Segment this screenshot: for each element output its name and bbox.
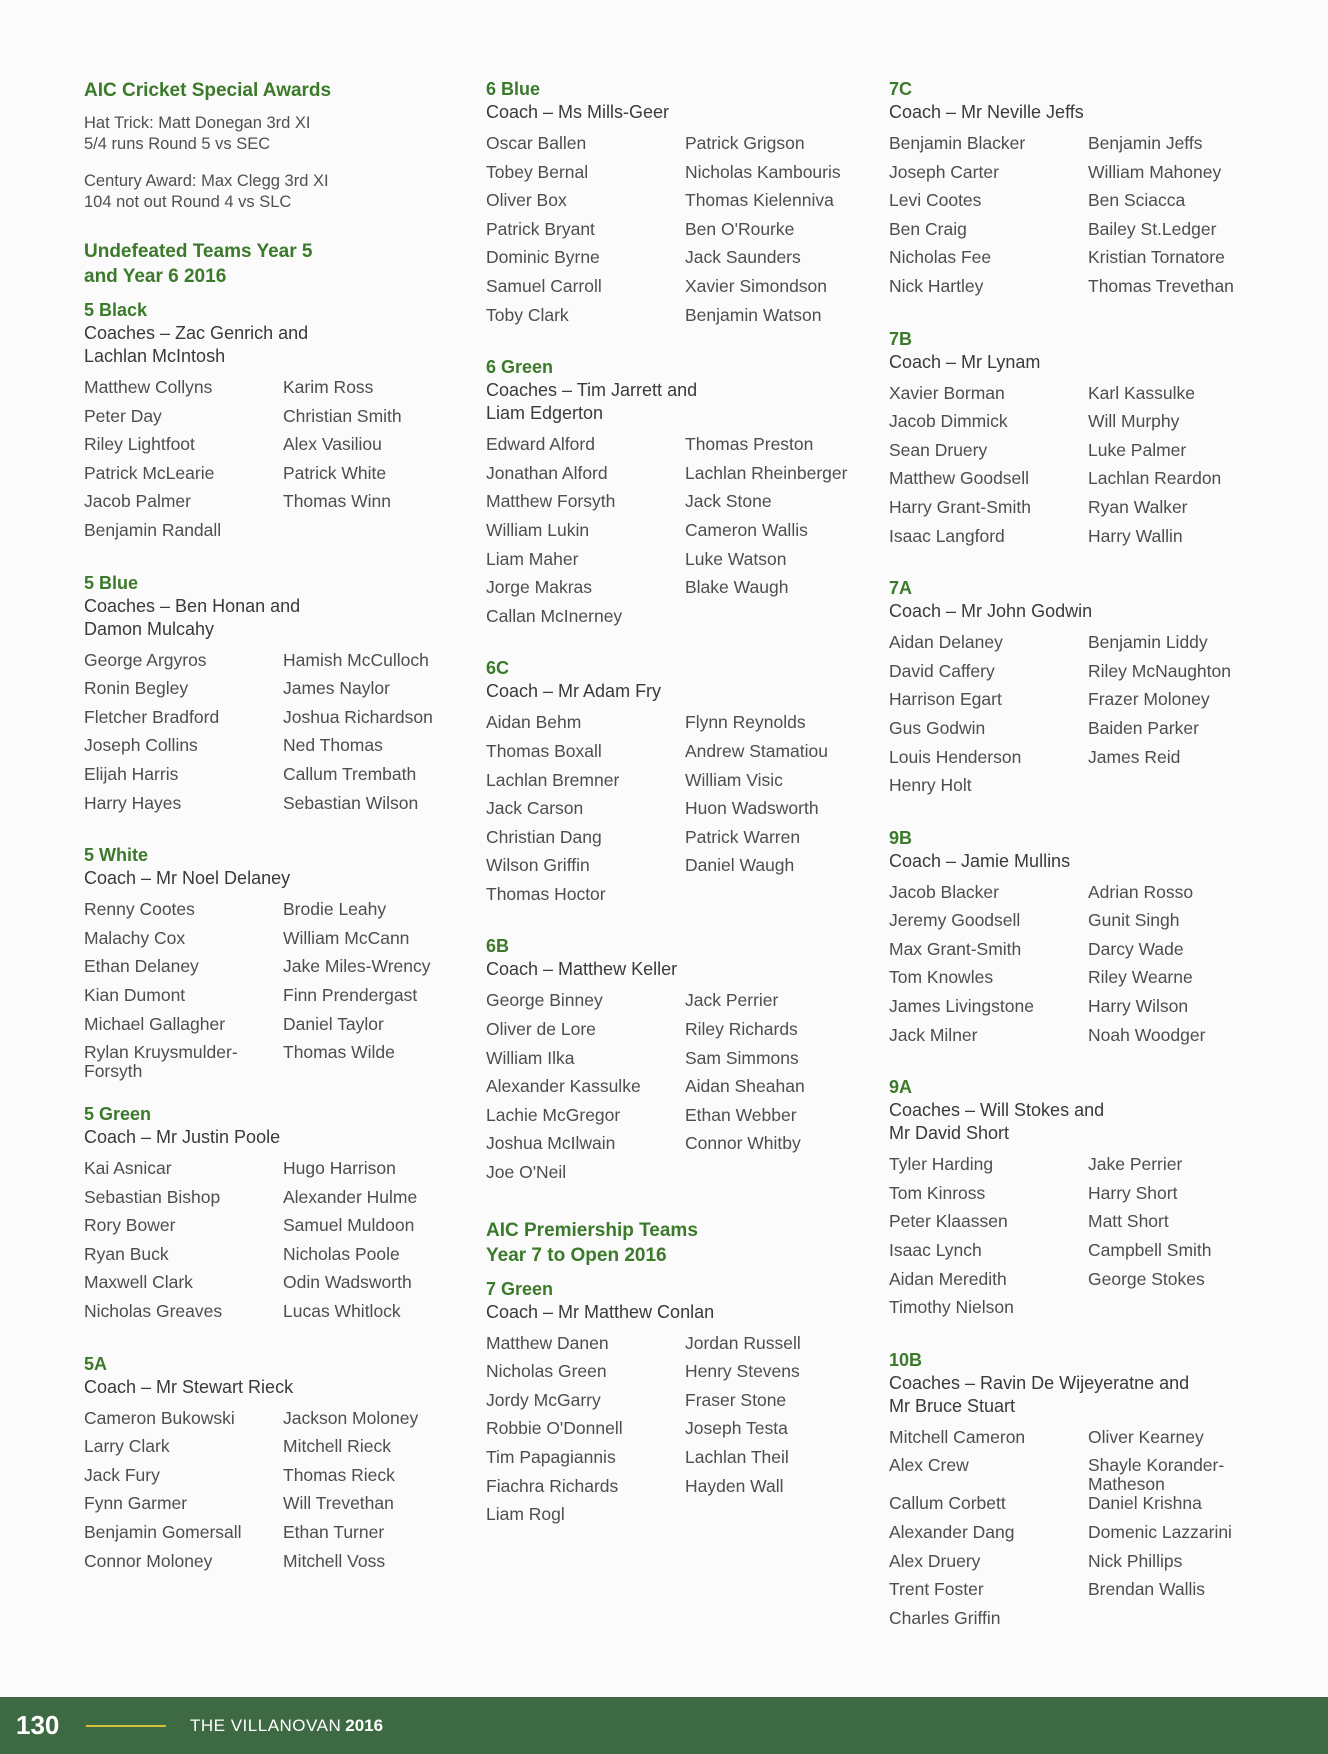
player-name: Riley Lightfoot	[84, 434, 195, 455]
player-name: Sebastian Bishop	[84, 1186, 221, 1207]
player-name: Cameron Wallis	[685, 519, 808, 540]
player-name: Nicholas Poole	[283, 1243, 400, 1264]
player-name: Peter Day	[84, 405, 162, 426]
player-name: Oliver Kearney	[1088, 1426, 1204, 1447]
player-name: Callum Trembath	[283, 763, 417, 784]
player-name: Jacob Dimmick	[889, 411, 1008, 432]
player-name: Joshua Richardson	[283, 706, 433, 727]
player-name: Trent Foster	[889, 1579, 984, 1600]
player-name: Jake Perrier	[1088, 1154, 1183, 1175]
player-name: Jack Perrier	[685, 990, 779, 1011]
player-name: Karl Kassulke	[1088, 382, 1195, 403]
player-name: William Lukin	[486, 519, 590, 540]
player-name: Oliver Box	[486, 190, 567, 211]
player-name: Jake Miles-Wrency	[283, 956, 431, 977]
player-name: Max Grant-Smith	[889, 938, 1022, 959]
player-name: Harry Wallin	[1088, 525, 1183, 546]
player-name: Aidan Sheahan	[685, 1076, 805, 1097]
player-name: Maxwell Clark	[84, 1272, 193, 1293]
player-name: Riley Wearne	[1088, 967, 1193, 988]
section	[889, 78, 1289, 1637]
player-name: Joshua McIlwain	[486, 1133, 616, 1154]
player-name: Thomas Trevethan	[1088, 275, 1234, 296]
player-name: Darcy Wade	[1088, 938, 1184, 959]
player-name: Timothy Nielson	[889, 1297, 1014, 1318]
team-block	[84, 844, 484, 1081]
player-name: Samuel Muldoon	[283, 1215, 415, 1236]
player-name: Jack Saunders	[685, 247, 801, 268]
team-name: 5 White	[84, 845, 149, 866]
player-name: Nicholas Kambouris	[685, 161, 841, 182]
player-name: Aidan Delaney	[889, 632, 1003, 653]
player-name: Matthew Collyns	[84, 377, 213, 397]
player-name: Sam Simmons	[685, 1047, 799, 1068]
player-name: Joe O'Neil	[486, 1162, 567, 1183]
player-name: Lachlan Rheinberger	[685, 462, 848, 483]
player-name: James Reid	[1088, 746, 1181, 767]
team-coach: Coach – Jamie Mullins	[889, 850, 1071, 871]
team-name: 5 Green	[84, 1104, 152, 1125]
team-coach: Coach – Mr Lynam	[889, 351, 1041, 372]
team-name: 10B	[889, 1349, 923, 1370]
player-name: Benjamin Jeffs	[1088, 133, 1203, 153]
team-coach: Coach – Matthew Keller	[486, 959, 678, 980]
player-name: Nicholas Fee	[889, 247, 992, 268]
player-name: Thomas Winn	[283, 491, 391, 512]
player-name: Ryan Walker	[1088, 496, 1188, 517]
player-name: Ronin Begley	[84, 678, 189, 699]
player-name: Christian Dang	[486, 826, 602, 847]
player-name: Joseph Carter	[889, 161, 999, 182]
team-coach: Coach – Mr Matthew Conlan	[486, 1301, 715, 1322]
team-block	[84, 1103, 484, 1331]
player-name: David Caffery	[889, 660, 995, 681]
team-block	[486, 935, 886, 1191]
player-name: Isaac Langford	[889, 525, 1005, 546]
player-name: Dominic Byrne	[486, 247, 600, 268]
award-line: 104 not out Round 4 vs SLC	[84, 193, 292, 211]
player-name: William Ilka	[486, 1047, 575, 1068]
player-name: Mitchell Voss	[283, 1550, 386, 1571]
player-list	[889, 883, 1289, 1055]
team-name: 7A	[889, 578, 913, 599]
player-list	[486, 991, 886, 1191]
publication-title: THE VILLANOVAN	[190, 1715, 342, 1735]
team-name: 6B	[486, 936, 510, 957]
team-coach: Coach – Ms Mills-Geer	[486, 102, 670, 122]
player-list	[84, 1159, 484, 1331]
player-list	[889, 384, 1289, 556]
player-name: Ethan Webber	[685, 1104, 797, 1125]
player-name: Jordy McGarry	[486, 1389, 601, 1410]
player-name: Ned Thomas	[283, 735, 383, 756]
player-name: Fynn Garmer	[84, 1493, 188, 1514]
player-name: Bailey St.Ledger	[1088, 218, 1217, 239]
team-block	[84, 572, 484, 823]
team-coach: Coach – Mr Stewart Rieck	[84, 1376, 294, 1397]
player-name: Huon Wadsworth	[685, 798, 819, 819]
player-list	[486, 1334, 886, 1534]
player-name: Edward Alford	[486, 434, 595, 455]
player-name: Henry Stevens	[685, 1361, 800, 1382]
team-block	[84, 299, 484, 550]
award-entry	[84, 171, 484, 213]
player-name: Patrick Bryant	[486, 218, 595, 239]
award-entry	[84, 113, 484, 155]
team-name: 5 Black	[84, 300, 148, 320]
section	[486, 78, 886, 1192]
team-block	[889, 78, 1289, 306]
team-name: 6C	[486, 658, 510, 679]
player-name: Hugo Harrison	[283, 1158, 396, 1179]
player-name: Patrick White	[283, 462, 387, 483]
player-name: Patrick Grigson	[685, 133, 805, 153]
player-name: William McCann	[283, 927, 410, 948]
team-coach: Coach – Mr Adam Fry	[486, 681, 662, 702]
player-name: Nick Hartley	[889, 275, 984, 296]
player-name: Tyler Harding	[889, 1154, 994, 1175]
player-name: Levi Cootes	[889, 190, 982, 211]
player-name: George Argyros	[84, 649, 207, 670]
player-name: Lachlan Bremner	[486, 769, 620, 790]
player-name: Mitchell Rieck	[283, 1436, 391, 1457]
team-coach: Coaches – Ravin De Wijeyeratne and Mr Bruce Stuart	[889, 1372, 1190, 1416]
footer-rule	[86, 1725, 166, 1727]
player-name: Malachy Cox	[84, 927, 186, 948]
player-name: Aidan Meredith	[889, 1268, 1007, 1289]
player-name: Flynn Reynolds	[685, 712, 806, 733]
player-name: Will Murphy	[1088, 411, 1180, 432]
player-list	[889, 1428, 1289, 1638]
player-name: Christian Smith	[283, 405, 402, 426]
player-name: Alexander Hulme	[283, 1186, 418, 1207]
team-block	[486, 1278, 886, 1534]
player-name: William Visic	[685, 769, 783, 790]
player-name: Tobey Bernal	[486, 161, 589, 182]
player-name: Ryan Buck	[84, 1243, 169, 1264]
award-line: Hat Trick: Matt Donegan 3rd XI	[84, 114, 311, 132]
player-name: Nicholas Greaves	[84, 1301, 223, 1322]
player-name: Daniel Waugh	[685, 855, 795, 876]
player-name: Will Trevethan	[283, 1493, 394, 1514]
player-name: Wilson Griffin	[486, 855, 590, 876]
player-name: Benjamin Watson	[685, 304, 822, 325]
player-name: Ethan Delaney	[84, 956, 199, 977]
player-name: James Livingstone	[889, 996, 1034, 1017]
player-name: Ethan Turner	[283, 1522, 385, 1543]
player-name: Larry Clark	[84, 1436, 170, 1457]
team-coach: Coaches – Ben Honan and Damon Mulcahy	[84, 595, 301, 639]
player-name: Ben O'Rourke	[685, 218, 795, 239]
team-block	[84, 1353, 484, 1581]
player-name: Kian Dumont	[84, 984, 186, 1005]
player-name: Harry Wilson	[1088, 996, 1189, 1017]
team-coach: Coach – Mr Justin Poole	[84, 1127, 281, 1148]
player-name: Thomas Preston	[685, 434, 814, 455]
team-coach: Coach – Mr John Godwin	[889, 601, 1093, 622]
player-name: Matthew Goodsell	[889, 468, 1030, 489]
team-name: 9B	[889, 827, 913, 848]
player-name: Jacob Palmer	[84, 491, 191, 512]
player-name: Noah Woodger	[1088, 1024, 1206, 1045]
player-name: Benjamin Liddy	[1088, 632, 1208, 653]
team-block	[889, 577, 1289, 805]
team-name: 6 Green	[486, 357, 554, 378]
player-name: Lucas Whitlock	[283, 1301, 401, 1322]
player-name: Brodie Leahy	[283, 899, 387, 920]
player-name: Kai Asnicar	[84, 1158, 172, 1179]
player-name: Hamish McCulloch	[283, 649, 429, 670]
team-name: 9A	[889, 1077, 913, 1098]
player-name: Lachlan Reardon	[1088, 468, 1222, 489]
player-name: Fletcher Bradford	[84, 706, 220, 727]
player-name: Ben Craig	[889, 218, 967, 239]
player-name: Sebastian Wilson	[283, 792, 419, 813]
player-name: Benjamin Gomersall	[84, 1522, 242, 1543]
team-name: 5A	[84, 1353, 108, 1374]
award-line: 5/4 runs Round 5 vs SEC	[84, 135, 271, 153]
player-name: Lachlan Theil	[685, 1447, 789, 1467]
player-name: Daniel Taylor	[283, 1013, 384, 1034]
team-block	[486, 78, 886, 334]
team-name: 7B	[889, 328, 913, 349]
player-name: Harrison Egart	[889, 689, 1002, 710]
player-name: Luke Palmer	[1088, 439, 1187, 460]
player-name: Riley McNaughton	[1088, 660, 1231, 681]
team-name: 7 Green	[486, 1278, 554, 1299]
player-name: Thomas Hoctor	[486, 883, 606, 904]
player-name: Toby Clark	[486, 304, 569, 325]
player-list	[84, 900, 484, 1081]
team-name: 6 Blue	[486, 79, 541, 99]
team-name: 7C	[889, 79, 913, 99]
player-name: Matthew Danen	[486, 1332, 609, 1353]
player-name: Nicholas Green	[486, 1361, 607, 1382]
player-name: Thomas Kielenniva	[685, 190, 834, 211]
player-name: Harry Hayes	[84, 792, 182, 813]
player-name: Baiden Parker	[1088, 717, 1199, 738]
player-name: Henry Holt	[889, 775, 972, 796]
player-name: Alex Druery	[889, 1550, 981, 1571]
player-name: Connor Whitby	[685, 1133, 801, 1154]
page-column-right	[889, 78, 1289, 1663]
player-name: Oscar Ballen	[486, 133, 587, 153]
player-name: Mitchell Cameron	[889, 1426, 1026, 1447]
player-name: Patrick Warren	[685, 826, 801, 847]
player-list	[84, 1409, 484, 1581]
player-name: Joseph Testa	[685, 1418, 788, 1439]
player-name: Gus Godwin	[889, 717, 986, 738]
player-list	[889, 1155, 1289, 1327]
player-name: Xavier Simondson	[685, 275, 828, 296]
page-footer	[0, 1697, 1328, 1754]
player-list	[84, 651, 484, 823]
player-name: Matt Short	[1088, 1211, 1169, 1232]
player-name: William Mahoney	[1088, 161, 1222, 182]
player-name: Elijah Harris	[84, 763, 179, 784]
player-name: Robbie O'Donnell	[486, 1418, 623, 1439]
player-name: Ben Sciacca	[1088, 190, 1186, 211]
team-block	[889, 1076, 1289, 1327]
player-list	[889, 633, 1289, 805]
player-name: Jack Carson	[486, 798, 584, 819]
section-heading: Undefeated Teams Year 5 and Year 6 2016	[84, 241, 313, 287]
player-name: Campbell Smith	[1088, 1240, 1212, 1261]
player-name: Benjamin Randall	[84, 519, 222, 540]
page-column-middle	[486, 78, 886, 1560]
player-name: Karim Ross	[283, 377, 374, 397]
player-name: Lachie McGregor	[486, 1104, 621, 1125]
player-name: Liam Rogl	[486, 1504, 565, 1525]
player-name: Jack Stone	[685, 491, 772, 512]
section	[84, 239, 484, 1580]
player-name: Isaac Lynch	[889, 1240, 982, 1261]
player-name: Shayle Korander-Matheson	[1088, 1455, 1225, 1495]
player-name: Rylan Kruysmulder-Forsyth	[84, 1042, 238, 1082]
team-block	[889, 827, 1289, 1055]
player-name: Liam Maher	[486, 548, 579, 569]
player-name: Jonathan Alford	[486, 462, 608, 483]
player-list	[486, 435, 886, 635]
player-name: Thomas Boxall	[486, 740, 602, 761]
player-name: Matthew Forsyth	[486, 491, 616, 512]
player-name: Domenic Lazzarini	[1088, 1522, 1232, 1542]
page-number: 130	[16, 1710, 60, 1740]
player-name: James Naylor	[283, 678, 390, 699]
team-coach: Coaches – Tim Jarrett and Liam Edgerton	[486, 380, 698, 424]
player-name: Luke Watson	[685, 548, 787, 569]
player-name: Thomas Rieck	[283, 1464, 395, 1485]
section	[84, 78, 484, 213]
player-name: Benjamin Blacker	[889, 133, 1026, 153]
player-name: Jeremy Goodsell	[889, 910, 1021, 931]
player-name: Jack Fury	[84, 1464, 160, 1485]
player-name: Tim Papagiannis	[486, 1447, 616, 1467]
publication-year: 2016	[345, 1715, 384, 1735]
player-name: Joseph Collins	[84, 735, 198, 756]
player-name: Oliver de Lore	[486, 1019, 596, 1040]
player-name: Cameron Bukowski	[84, 1407, 235, 1428]
player-name: Brendan Wallis	[1088, 1579, 1206, 1600]
player-name: Andrew Stamatiou	[685, 740, 828, 761]
player-name: Adrian Rosso	[1088, 881, 1194, 902]
player-name: Finn Prendergast	[283, 984, 418, 1005]
page-column-left	[84, 78, 484, 1606]
player-name: Frazer Moloney	[1088, 689, 1210, 710]
player-name: Blake Waugh	[685, 577, 789, 598]
player-name: Tom Kinross	[889, 1182, 986, 1203]
team-block	[486, 356, 886, 635]
player-name: Connor Moloney	[84, 1550, 213, 1571]
player-list	[889, 134, 1289, 306]
team-block	[486, 657, 886, 913]
player-name: Alexander Kassulke	[486, 1076, 641, 1097]
player-name: Fraser Stone	[685, 1389, 787, 1410]
player-name: Jackson Moloney	[283, 1407, 419, 1428]
team-name: 5 Blue	[84, 572, 139, 593]
team-coach: Coach – Mr Noel Delaney	[84, 868, 291, 889]
player-name: Rory Bower	[84, 1215, 176, 1236]
player-name: Alexander Dang	[889, 1522, 1015, 1542]
player-name: Riley Richards	[685, 1019, 798, 1040]
player-name: Renny Cootes	[84, 899, 195, 920]
player-name: Michael Gallagher	[84, 1013, 226, 1034]
player-name: Sean Druery	[889, 439, 988, 460]
player-name: Aidan Behm	[486, 712, 582, 733]
player-name: Hayden Wall	[685, 1475, 784, 1496]
player-name: Patrick McLearie	[84, 462, 215, 483]
player-name: Jack Milner	[889, 1024, 978, 1045]
player-name: Peter Klaassen	[889, 1211, 1008, 1232]
award-line: Century Award: Max Clegg 3rd XI	[84, 172, 329, 190]
section	[486, 1218, 886, 1534]
player-name: George Binney	[486, 990, 603, 1011]
player-name: Daniel Krishna	[1088, 1493, 1202, 1514]
player-name: Callan McInerney	[486, 605, 623, 626]
player-name: Xavier Borman	[889, 382, 1005, 403]
team-coach: Coach – Mr Neville Jeffs	[889, 102, 1084, 122]
player-list	[486, 713, 886, 913]
player-name: Odin Wadsworth	[283, 1272, 412, 1293]
player-name: Kristian Tornatore	[1088, 247, 1225, 268]
player-name: Jordan Russell	[685, 1332, 801, 1353]
player-name: Gunit Singh	[1088, 910, 1180, 931]
player-name: Thomas Wilde	[283, 1042, 395, 1063]
player-name: Samuel Carroll	[486, 275, 602, 296]
section-heading: AIC Premiership Teams Year 7 to Open 2016	[486, 1219, 698, 1266]
team-coach: Coaches – Will Stokes and Mr David Short	[889, 1100, 1105, 1144]
player-name: George Stokes	[1088, 1268, 1205, 1289]
player-list	[84, 378, 484, 550]
player-list	[486, 134, 886, 334]
player-name: Jacob Blacker	[889, 881, 999, 902]
player-name: Charles Griffin	[889, 1607, 1001, 1628]
player-name: Callum Corbett	[889, 1493, 1006, 1514]
player-name: Nick Phillips	[1088, 1550, 1183, 1571]
team-block	[889, 1349, 1289, 1638]
player-name: Jorge Makras	[486, 577, 593, 598]
player-name: Fiachra Richards	[486, 1475, 619, 1496]
player-name: Alex Vasiliou	[283, 434, 382, 455]
team-block	[889, 328, 1289, 556]
player-name: Harry Grant-Smith	[889, 496, 1031, 517]
player-name: Tom Knowles	[889, 967, 994, 988]
player-name: Harry Short	[1088, 1182, 1178, 1203]
player-name: Louis Henderson	[889, 746, 1022, 767]
player-name: Alex Crew	[889, 1455, 969, 1476]
section-heading: AIC Cricket Special Awards	[84, 80, 332, 101]
team-coach: Coaches – Zac Genrich and Lachlan McIntosh	[84, 323, 309, 366]
